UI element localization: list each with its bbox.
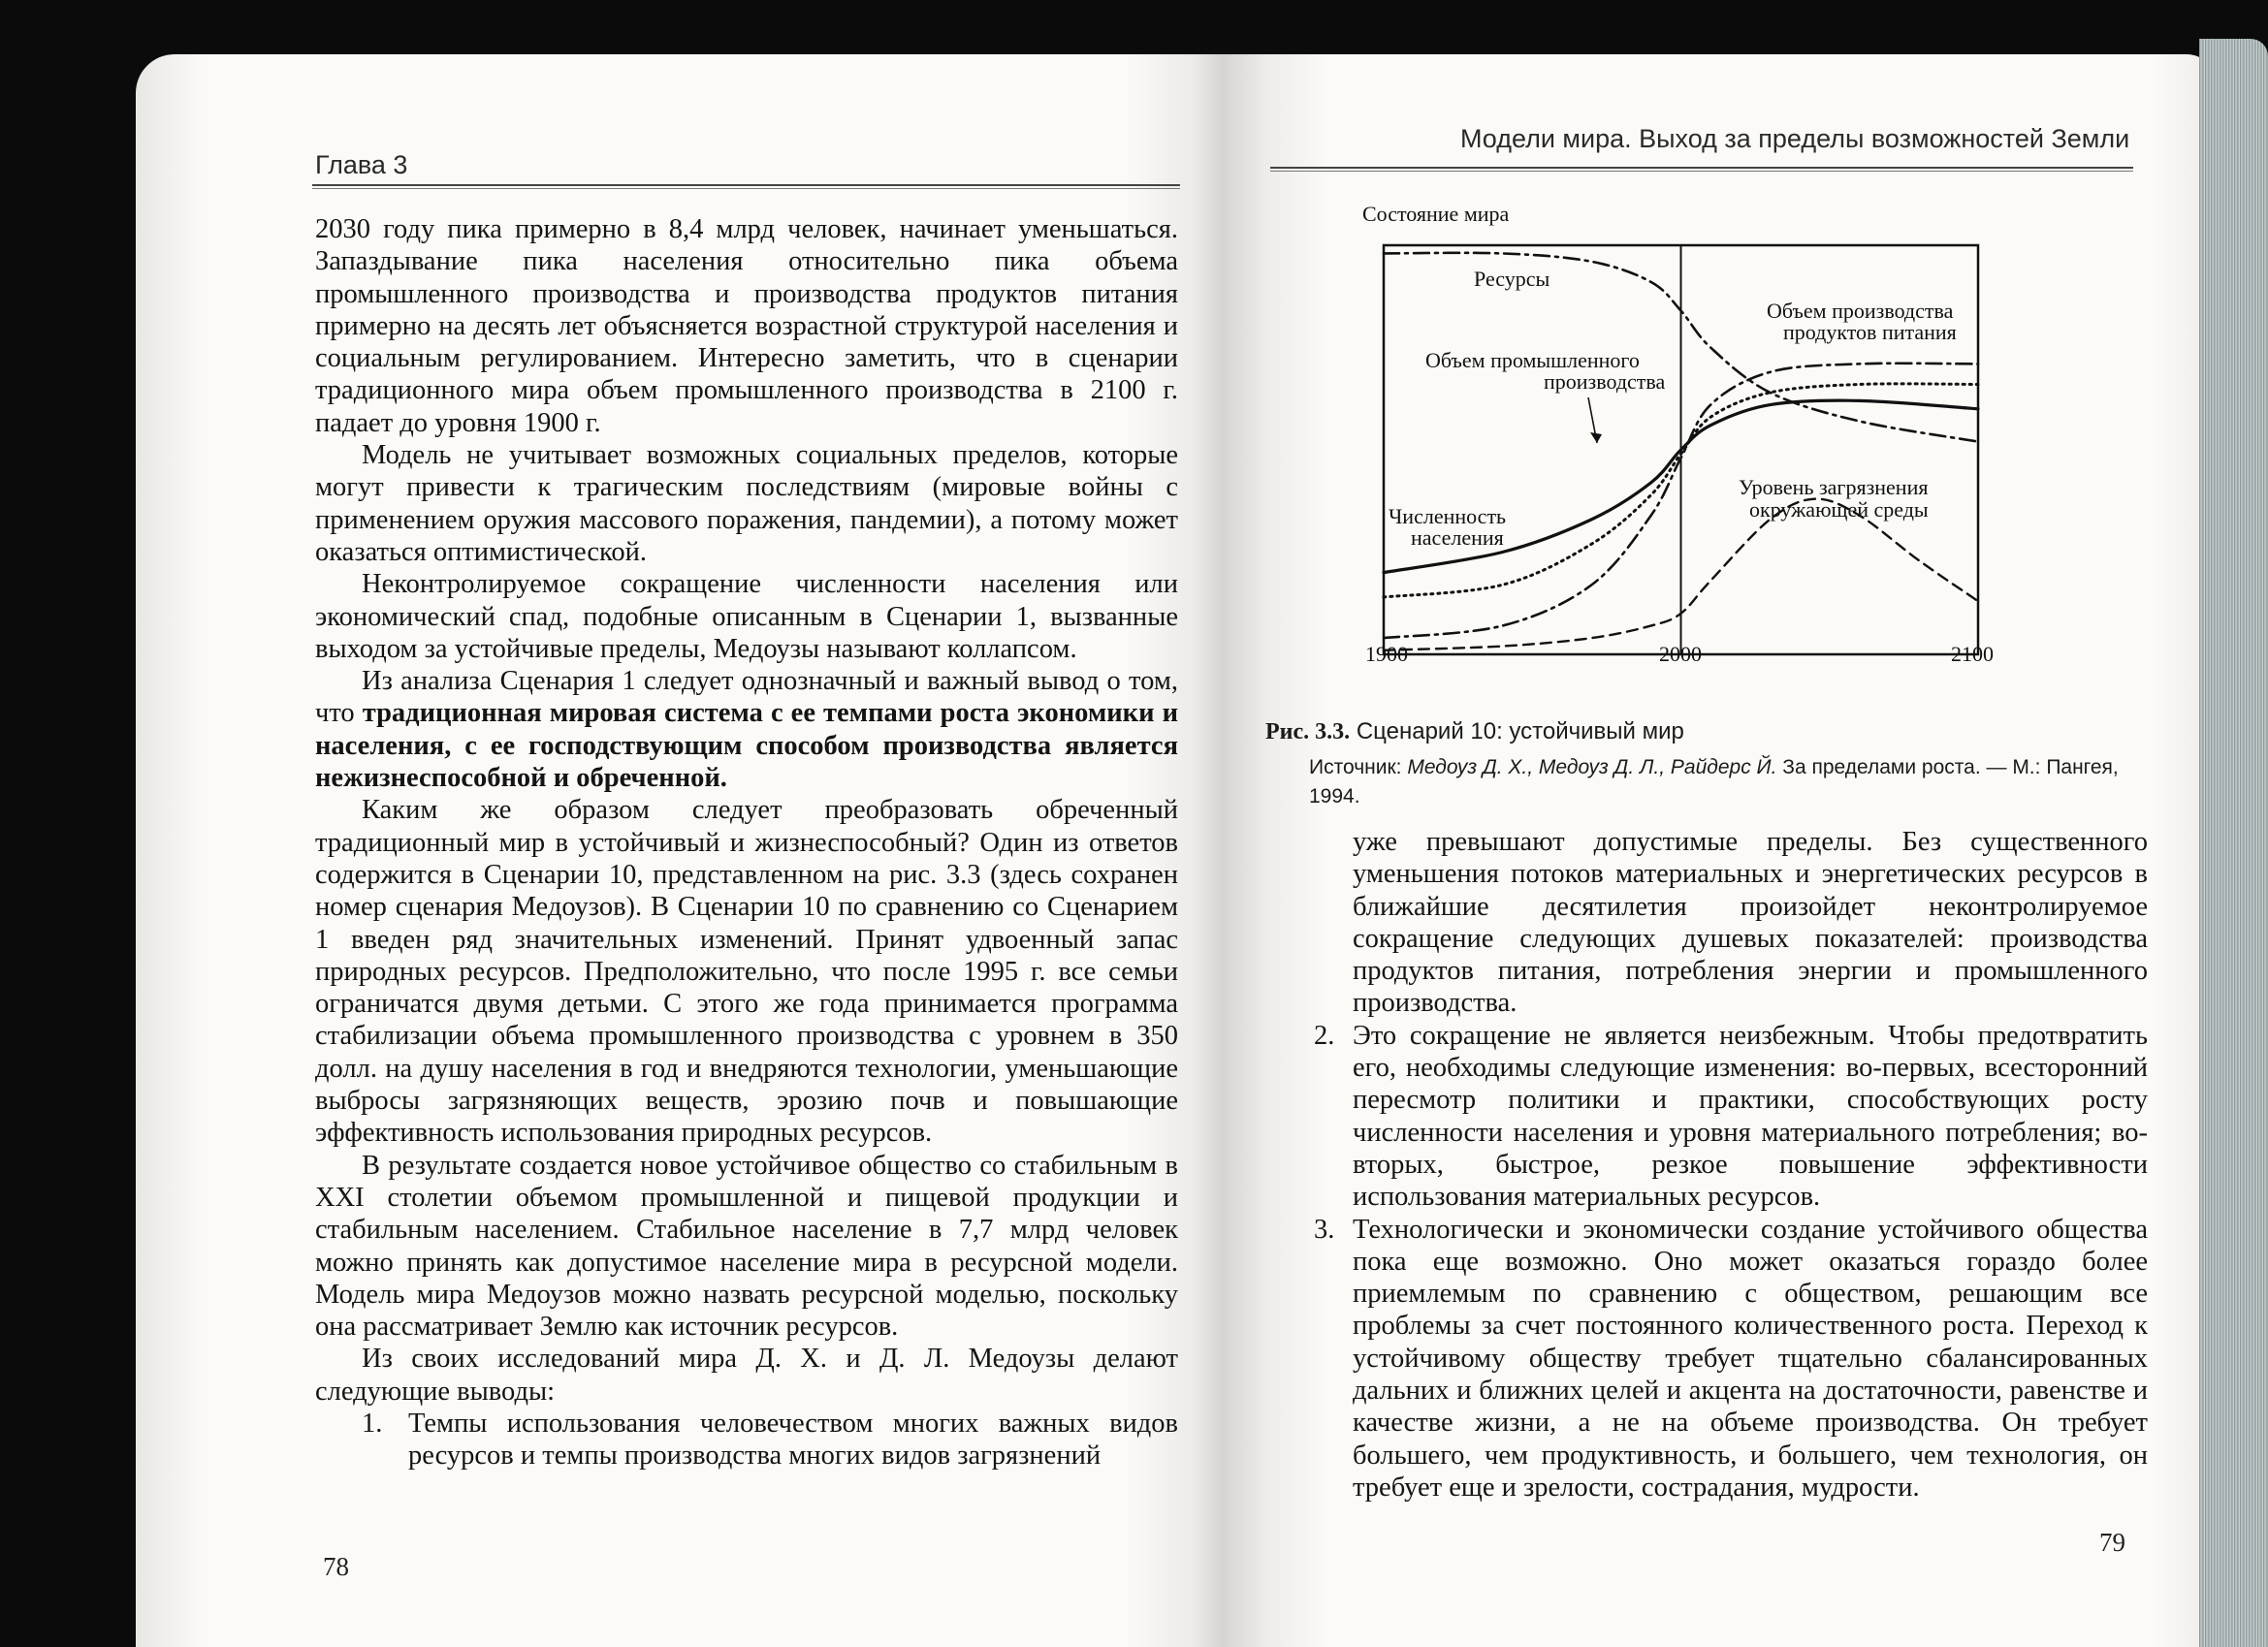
conclusions-list-right — [1314, 1020, 2148, 1504]
label-population-line2: населения — [1411, 525, 1504, 550]
label-population-line1: Численность — [1389, 504, 1507, 528]
list-number: 3. — [1314, 1214, 1335, 1245]
arrow-head-icon — [1590, 432, 1602, 443]
running-head-right: Модели мира. Выход за пределы возможностей Земли — [1460, 124, 2130, 153]
x-tick-label: 2100 — [1951, 642, 1994, 666]
caption-label: Рис. 3.3. — [1265, 719, 1351, 744]
figure-caption — [1265, 718, 2138, 811]
list-item — [1314, 1020, 2148, 1214]
paragraph: В результате создается новое устойчивое общество со стабильным в XXI столетии объемом промышленной и пищевой продукции и стабильным населением. Стабильное население в 7,7 млрд человек можно принять как допустимое население мира в ресурсной модели. Модель мира Медоузов можно назвать ресурсной моделью, поскольку она рассматривает Землю как источник ресурсов. — [315, 1150, 1178, 1343]
x-tick-label: 1900 — [1365, 642, 1408, 666]
list-item — [362, 1408, 1178, 1473]
paragraph: Каким же образом следует преобразовать обреченный традиционный мир в устойчивый и жизнеспособный? Один из ответов содержится в Сценарии 10, представленном на рис. 3.3 (здесь сохранен номер сценария Медоузов). В Сценарии 10 по сравнению со Сценарием 1 введен ряд значительных изменений. Принят удвоенный запас природных ресурсов. Предположительно, что после 1995 г. все семьи ограничатся двумя детьми. С этого же года принимается программа стабилизации объема промышленного производства с уровнем в 350 долл. на душу населения в год и внедряются технологии, уменьшающие выбросы загрязняющих веществ, эрозию почв и повышающие эффективность использования природных ресурсов. — [315, 795, 1178, 1149]
source-authors: Медоуз Д. Х., Медоуз Д. Л., Райдерс Й. — [1407, 756, 1777, 778]
header-rule-right — [1270, 167, 2133, 172]
list-item — [1314, 1214, 2148, 1504]
world-model-chart — [1338, 189, 2017, 674]
paragraph: уже превышают допустимые пределы. Без существенного уменьшения потоков материальных и энергетических ресурсов в ближайшие десятилетия произойдет неконтролируемое сокращение следующих душевых показателей: производства продуктов питания, потребления энергии и промышленного производства. — [1353, 827, 2148, 1019]
label-pollution-line2: окружающей среды — [1749, 497, 1929, 522]
right-body-text — [1314, 826, 2148, 1504]
page-number-left: 78 — [323, 1552, 349, 1581]
list-text: Темпы использования человечеством многих важных видов ресурсов и темпы производства многих видов загрязнений — [408, 1408, 1178, 1472]
label-industry-line2: производства — [1544, 369, 1666, 394]
page-number-right: 79 — [2099, 1528, 2125, 1557]
running-head-left: Глава 3 — [315, 150, 408, 179]
paragraph: Модель не учитывает возможных социальных пределов, которые могут привести к трагическим последствиям (мировые войны с применением оружия массового поражения, пандемии), а потому может оказаться оптимистической. — [315, 440, 1178, 567]
label-pollution-line1: Уровень загрязнения — [1739, 475, 1929, 499]
list-number: 2. — [1314, 1020, 1335, 1051]
paragraph: Неконтролируемое сокращение численности населения или экономический спад, подобные описанным в Сценарии 1, вызванные выходом за устойчивые пределы, Медоузы называют коллапсом. — [315, 569, 1178, 664]
left-page — [136, 54, 1231, 1647]
paragraph-prefix: Из анализа Сценария 1 следует однозначный и важный вывод о том, что — [315, 666, 1178, 729]
label-food-line1: Объем производства — [1767, 299, 1954, 323]
label-resources: Ресурсы — [1474, 267, 1550, 291]
x-tick-label: 2000 — [1659, 642, 1702, 666]
label-food-line2: продуктов питания — [1783, 320, 1957, 344]
bold-conclusion: традиционная мировая система с ее темпами роста экономики и населения, с ее господствующим способом производства является нежизнеспособной и обреченной. — [315, 698, 1178, 794]
page-edges — [2199, 39, 2268, 1647]
conclusions-list-left — [315, 1408, 1178, 1473]
list-text: Технологически и экономически создание устойчивого общества пока еще возможно. Оно может оказаться гораздо более приемлемым по сравнению с обществом, решающим все проблемы за счет постоянного количественного роста. Переход к устойчивому обществу требует тщательно сбалансированных дальних и ближних целей и акцента на достаточности, равенстве и качестве жизни, а не на объеме производства. Он требует большего, чем продуктивность, и большего, чем технология, он требует еще и зрелости, сострадания, мудрости. — [1353, 1214, 2148, 1503]
caption-text: Сценарий 10: устойчивый мир — [1356, 718, 1684, 744]
left-body-text — [315, 213, 1178, 1473]
paragraph: Из своих исследований мира Д. Х. и Д. Л. Медоузы делают следующие выводы: — [315, 1344, 1178, 1407]
chart-ylabel: Состояние мира — [1362, 202, 1510, 226]
caption-title — [1265, 718, 2138, 745]
list-number: 1. — [362, 1408, 383, 1439]
list-text: Это сокращение не является неизбежным. Чтобы предотвратить его, необходимы следующие изменения: во-первых, всесторонний пересмотр политики и практики, способствующих росту численности населения и уровня материального потребления; во-вторых, быстрое, резкое повышение эффективности использования материальных ресурсов. — [1353, 1020, 2148, 1213]
caption-source: Источник: Медоуз Д. Х., Медоуз Д. Л., Райдерс Й. За пределами роста. — М.: Пангея, 1994. — [1309, 756, 2119, 808]
header-rule-left — [312, 184, 1180, 189]
paragraph-with-bold-conclusion — [315, 665, 1178, 794]
paragraph: 2030 году пика примерно в 8,4 млрд человек, начинает уменьшаться. Запаздывание пика населения относительно пика объема промышленного производства и производства продуктов питания примерно на десять лет объясняется возрастной структурой населения и социальным регулированием. Интересно заметить, что в сценарии традиционного мира объем промышленного производства в 2100 г. падает до уровня 1900 г. — [315, 214, 1178, 438]
label-industry-line1: Объем промышленного — [1425, 348, 1640, 372]
